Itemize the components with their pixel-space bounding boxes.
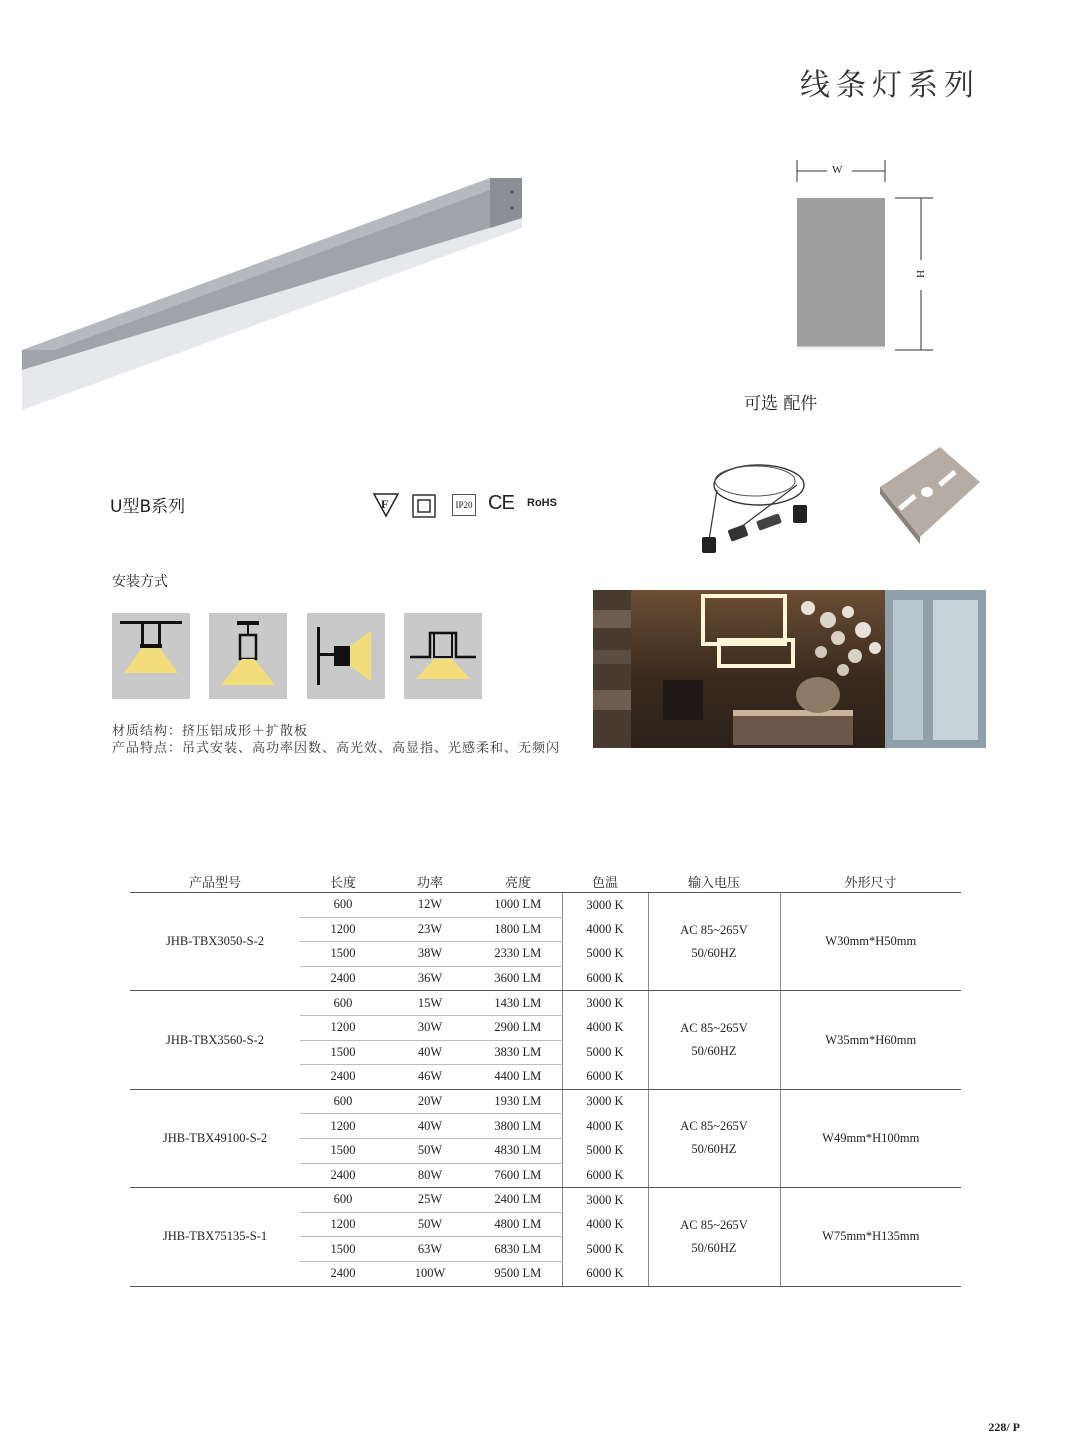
- class-ii-icon: [412, 494, 436, 518]
- installation-title: 安装方式: [112, 574, 168, 590]
- power-cell: 50W: [386, 1212, 474, 1237]
- header-length: 长度: [300, 870, 386, 893]
- power-cell: 80W: [386, 1163, 474, 1188]
- ip20-icon: IP20: [452, 494, 476, 516]
- power-cell: 100W: [386, 1261, 474, 1286]
- power-cell: 23W: [386, 917, 474, 942]
- install-wall-icon: [307, 613, 385, 699]
- features-text: 产品特点：吊式安装、高功率因数、高光效、高显指、光感柔和、无频闪: [112, 741, 561, 756]
- suspension-cable-accessory: [697, 445, 822, 560]
- lumen-cell: 2330 LM: [474, 942, 562, 967]
- lumen-cell: 4400 LM: [474, 1065, 562, 1090]
- power-cell: 12W: [386, 893, 474, 918]
- table-header-row: [130, 870, 961, 893]
- mounting-clip-accessory: [875, 442, 985, 547]
- lumen-cell: 2900 LM: [474, 1015, 562, 1040]
- width-label: W: [832, 164, 843, 176]
- lumen-cell: 3830 LM: [474, 1040, 562, 1065]
- lumen-cell: 3800 LM: [474, 1114, 562, 1139]
- length-cell: 2400: [300, 1163, 386, 1188]
- install-pendant-icon: [209, 613, 287, 699]
- voltage-cell: AC 85~265V 50/60HZ: [648, 1188, 780, 1286]
- page-number: 228/ P: [988, 1420, 1020, 1434]
- voltage-cell: AC 85~265V 50/60HZ: [648, 1089, 780, 1187]
- power-cell: 20W: [386, 1089, 474, 1114]
- voltage-cell: AC 85~265V 50/60HZ: [648, 991, 780, 1089]
- application-photo: [593, 590, 986, 748]
- cct-cell: 6000 K: [562, 1261, 648, 1286]
- cct-cell: 5000 K: [562, 1138, 648, 1163]
- cct-cell: 3000 K: [562, 893, 648, 918]
- cct-cell: 6000 K: [562, 1163, 648, 1188]
- lumen-cell: 6830 LM: [474, 1237, 562, 1262]
- dimension-drawing: [790, 150, 950, 360]
- rohs-label: RoHS: [527, 497, 557, 509]
- lumen-cell: 1000 LM: [474, 893, 562, 918]
- length-cell: 2400: [300, 1261, 386, 1286]
- size-cell: W75mm*H135mm: [780, 1188, 961, 1286]
- model-cell: JHB-TBX49100-S-2: [130, 1089, 300, 1187]
- cct-cell: 6000 K: [562, 966, 648, 991]
- product-image: [22, 170, 532, 415]
- power-cell: 25W: [386, 1188, 474, 1213]
- length-cell: 600: [300, 1188, 386, 1213]
- power-cell: 46W: [386, 1065, 474, 1090]
- height-label: H: [913, 270, 926, 278]
- cct-cell: 4000 K: [562, 917, 648, 942]
- model-cell: JHB-TBX3560-S-2: [130, 991, 300, 1089]
- lumen-cell: 1430 LM: [474, 991, 562, 1016]
- voltage-cell: AC 85~265V 50/60HZ: [648, 893, 780, 991]
- lumen-cell: 4830 LM: [474, 1138, 562, 1163]
- length-cell: 1200: [300, 1114, 386, 1139]
- flame-rating-icon: [372, 492, 400, 518]
- table-row: [130, 1188, 961, 1213]
- spec-table: [130, 870, 961, 1287]
- lumen-cell: 4800 LM: [474, 1212, 562, 1237]
- table-row: [130, 893, 961, 918]
- length-cell: 2400: [300, 1065, 386, 1090]
- cct-cell: 6000 K: [562, 1065, 648, 1090]
- length-cell: 1200: [300, 1212, 386, 1237]
- cross-section-diagram: [790, 150, 950, 360]
- lumen-cell: 9500 LM: [474, 1261, 562, 1286]
- header-lumen: 亮度: [474, 870, 562, 893]
- certification-icons: [370, 490, 570, 520]
- power-cell: 38W: [386, 942, 474, 967]
- svg-text:F: F: [381, 497, 389, 511]
- lumen-cell: 2400 LM: [474, 1188, 562, 1213]
- length-cell: 1200: [300, 917, 386, 942]
- install-surface-icon: [112, 613, 190, 699]
- size-cell: W49mm*H100mm: [780, 1089, 961, 1187]
- model-cell: JHB-TBX75135-S-1: [130, 1188, 300, 1286]
- cct-cell: 3000 K: [562, 1188, 648, 1213]
- table-row: [130, 991, 961, 1016]
- power-cell: 30W: [386, 1015, 474, 1040]
- length-cell: 1500: [300, 1237, 386, 1262]
- cct-cell: 4000 K: [562, 1212, 648, 1237]
- power-cell: 40W: [386, 1040, 474, 1065]
- header-voltage: 输入电压: [648, 870, 780, 893]
- page-title: 线条灯系列: [800, 68, 980, 103]
- cct-cell: 5000 K: [562, 942, 648, 967]
- lumen-cell: 7600 LM: [474, 1163, 562, 1188]
- product-description: [112, 723, 560, 757]
- length-cell: 600: [300, 893, 386, 918]
- cct-cell: 5000 K: [562, 1040, 648, 1065]
- lumen-cell: 3600 LM: [474, 966, 562, 991]
- cct-cell: 5000 K: [562, 1237, 648, 1262]
- accessories-title: 可选 配件: [744, 394, 818, 414]
- power-cell: 50W: [386, 1138, 474, 1163]
- model-cell: JHB-TBX3050-S-2: [130, 893, 300, 991]
- header-cct: 色温: [562, 870, 648, 893]
- cct-cell: 4000 K: [562, 1114, 648, 1139]
- cct-cell: 4000 K: [562, 1015, 648, 1040]
- table-row: [130, 1089, 961, 1114]
- header-model: 产品型号: [130, 870, 300, 893]
- size-cell: W35mm*H60mm: [780, 991, 961, 1089]
- power-cell: 15W: [386, 991, 474, 1016]
- power-cell: 63W: [386, 1237, 474, 1262]
- power-cell: 36W: [386, 966, 474, 991]
- length-cell: 1200: [300, 1015, 386, 1040]
- header-power: 功率: [386, 870, 474, 893]
- lumen-cell: 1800 LM: [474, 917, 562, 942]
- length-cell: 1500: [300, 1138, 386, 1163]
- lumen-cell: 1930 LM: [474, 1089, 562, 1114]
- length-cell: 1500: [300, 1040, 386, 1065]
- ce-mark-icon: CE: [488, 492, 514, 514]
- profile-top-face: [22, 178, 522, 350]
- cct-cell: 3000 K: [562, 991, 648, 1016]
- length-cell: 1500: [300, 942, 386, 967]
- length-cell: 2400: [300, 966, 386, 991]
- install-recessed-icon: [404, 613, 482, 699]
- product-name: U型B系列: [110, 497, 186, 517]
- cct-cell: 3000 K: [562, 1089, 648, 1114]
- header-size: 外形尺寸: [780, 870, 961, 893]
- length-cell: 600: [300, 1089, 386, 1114]
- size-cell: W30mm*H50mm: [780, 893, 961, 991]
- material-text: 材质结构：挤压铝成形＋扩散板: [112, 724, 309, 739]
- length-cell: 600: [300, 991, 386, 1016]
- power-cell: 40W: [386, 1114, 474, 1139]
- profile-diffuser: [22, 218, 522, 410]
